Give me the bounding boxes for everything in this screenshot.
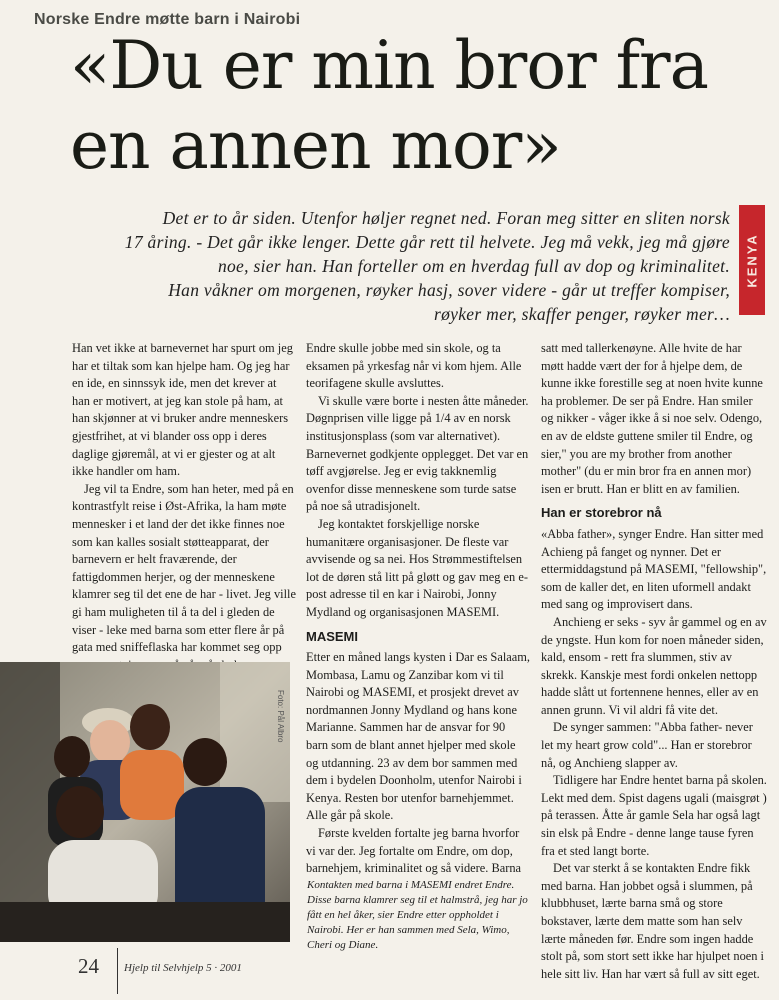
section-tab-kenya — [739, 205, 765, 315]
body-paragraph: Endre skulle jobbe med sin skole, og ta eksamen på yrkesfag når vi kom hjem. Alle teorifagene skulle avsluttes. — [306, 341, 522, 391]
lead-line: Han våkner om morgenen, røyker hasj, sover videre - går ut treffer kompiser, — [168, 280, 730, 300]
article-column-1 — [72, 340, 296, 674]
article-column-3 — [541, 340, 767, 983]
lead-line: 17 åring. - Det går ikke lenger. Dette går rett til helvete. Jeg må vekk, jeg må gjøre — [124, 232, 730, 252]
lead-paragraph — [120, 206, 730, 326]
headline-line-1: «Du er min bror fra — [70, 27, 708, 104]
subhead-masemi: MASEMI — [306, 628, 358, 644]
body-paragraph: Tidligere har Endre hentet barna på skolen. Lekt med dem. Spist dagens ugali (maisgrøt ) på terassen. Åtte år gamle Sela har også lagt sin elsk på Endre - denne lange tause fyren fra et sted langt borte. — [541, 773, 767, 858]
body-paragraph: Han vet ikke at barnevernet har spurt om jeg har et tiltak som kan hjelpe ham. Og jeg har en ide, en sinnssyk ide, men det krever at han er motivert, at jeg kan stole på ham, at han skjønner at vi bruker andre menneskers gjestfrihet, at vi blander oss opp i deres daglige gjøremål, at vi er gjester og at alt ikke handler om ham. — [72, 341, 293, 479]
body-paragraph: satt med tallerkenøyne. Alle hvite de har møtt hadde vært der for å hjelpe dem, de kunne ikke forestille seg at noen hvite kunne ha problemer. De ser på Endre. Han smiler og nikker - våger ikke å si noe selv. Odengo, en av de eldste guttene smiler til Endre, og sier," you are my brother from another mother" (du er min bror fra en annen mor) isen er brutt. Han er blitt en av familien. — [541, 341, 763, 496]
headline — [70, 26, 760, 186]
article-column-2 — [306, 340, 530, 878]
body-paragraph: Etter en måned langs kysten i Dar es Salaam, Mombasa, Lamu og Zanzibar kom vi til Nairobi og MASEMI, et prosjekt drevet av nordmannen Jonny Mydland og hans kone Marianne. Sammen har de ansvar for 90 barn som de blant annet hjelper med skole og utdanning. 23 av dem bor sammen med dem i bydelen Doonholm, utenfor Nairobi i Kenya. Resten bor utenfor barnehjemmet. Alle går på skole. — [306, 650, 530, 823]
body-paragraph: Vi skulle være borte i nesten åtte måneder. Døgnprisen ville ligge på 1/4 av en norsk institusjonsplass (som var alternativet). Barnevernet godkjente opplegget. Det var en tøff avgjørelse. Jeg er evig takknemlig ovenfor disse menneskene som turde satse på noe så utradisjonelt. — [306, 393, 529, 514]
body-paragraph: Jeg vil ta Endre, som han heter, med på en kontrastfylt reise i Øst-Afrika, la ham møte mennesker i et land der det ikke finnes noe som kan kalles sosialt støtteapparat, der barnevern er helt fraværende, der fattigdommen herjer, og der menneskene klamrer seg til det ene de har - livet. Jeg ville gi ham muligheten til å ta del i gleden de viser - leke med barna som etter flere år på gata med sniffeflaska har kommet seg opp — [72, 481, 296, 655]
body-paragraph: Jeg kontaktet forskjellige norske humanitære organisasjoner. De fleste var avvisende og sa nei. Hos Strømmestiftelsen lot de døren stå litt på gløtt og gav meg en e-post adresse til en kar i Nairobi, Jonny Mydland og organisasjonen MASEMI. — [306, 516, 528, 619]
photo-credit — [285, 664, 299, 724]
photo-endre-with-children — [0, 662, 290, 942]
photo-caption: Kontakten med barna i MASEMI endret Endre. Disse barna klamrer seg til et halmstrå, jeg har jo fått en hel åker, sier Endre etter oppholdet i Nairobi. Her er han sammen med Sela, Wimo, Cheri og Diane. — [307, 879, 528, 951]
section-tab-label: KENYA — [744, 232, 760, 288]
page-number: 24 — [78, 954, 99, 978]
kicker: Norske Endre møtte barn i Nairobi — [34, 11, 301, 28]
body-paragraph: De synger sammen: "Abba father- never let my heart grow cold"... Han er storebror nå, og Anchieng slapper av. — [541, 720, 753, 770]
body-paragraph: Anchieng er seks - syv år gammel og en av de yngste. Hun kom for noen måneder siden, kald, ensom - rett fra slummen, stiv av skrekk. Kanskje mest fordi onkelen nettopp hadde slått ut fortennene hennes, eller av en annen grunn. Vi vil aldri få vite det. — [541, 614, 767, 717]
body-paragraph: Første kvelden fortalte jeg barna hvorfor vi var der. Jeg fortalte om Endre, om dop, barnehjem, kriminalitet og så videre. Barna — [306, 826, 522, 876]
publication-name: Hjelp til Selvhjelp 5 · 2001 — [124, 962, 242, 974]
lead-line: røyker mer, skaffer penger, røyker mer… — [433, 304, 730, 324]
subhead-storebror: Han er storebror nå — [541, 505, 662, 521]
lead-line: noe, sier han. Han forteller om en hverdag full av dop og kriminalitet. — [217, 256, 730, 276]
photo-illustration — [0, 662, 290, 942]
headline-line-2: en annen mor» — [70, 107, 561, 184]
body-paragraph: «Abba father», synger Endre. Han sitter med Achieng på fanget og nynner. Det er ettermiddagstund på MASEMI, "fellowship", som de kaller det, en liten uformell andakt med sang og improvisert dans. — [541, 526, 767, 612]
body-paragraph: Det var sterkt å se kontakten Endre fikk med barna. Han jobbet også i slummen, på klubbhuset, lærte barna små og store bokstaver, lærte dem matte som han selv lærte måneden før. Endre som ingen hadde stolt på, som stort sett ikke har hjulpet noen i hele sitt liv. Han har vært så full av sitt eget. — [541, 861, 765, 981]
footer-divider — [117, 948, 118, 994]
photo-credit-text — [276, 690, 285, 704]
lead-line: Det er to år siden. Utenfor høljer regnet ned. Foran meg sitter en sliten norsk — [162, 208, 730, 228]
